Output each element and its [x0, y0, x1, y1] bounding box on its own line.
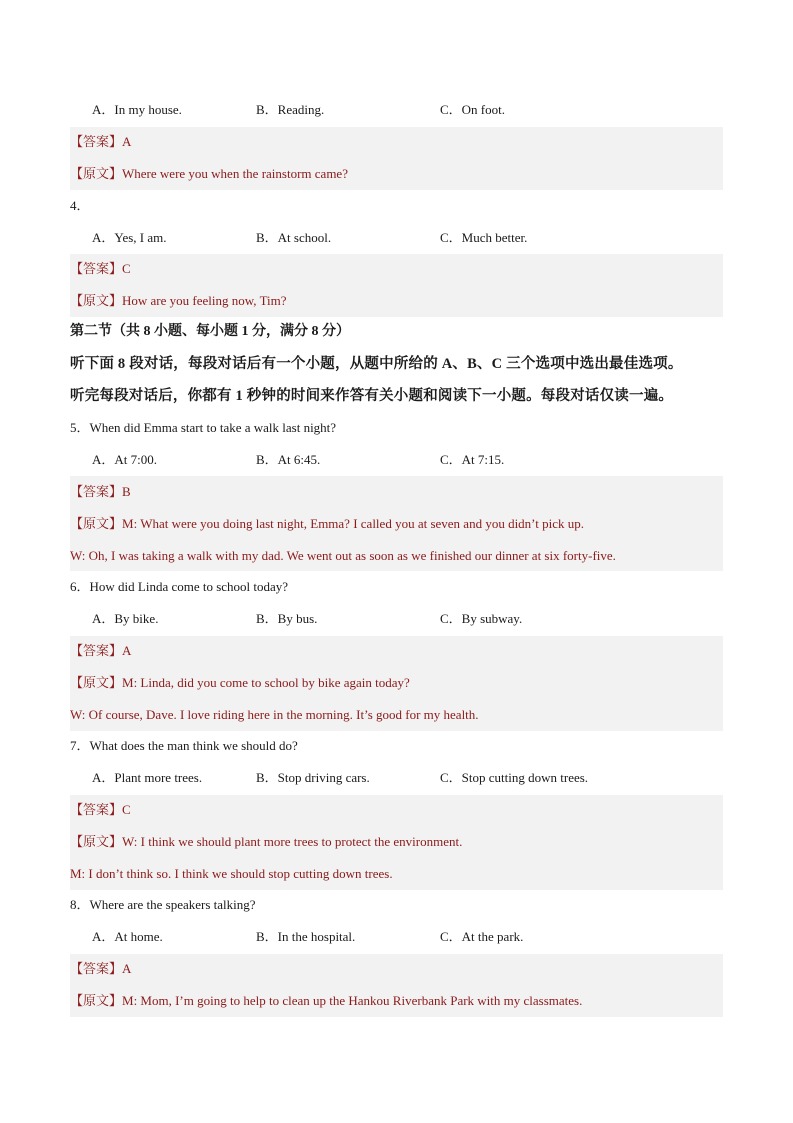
q6-script-line-2: W: Of course, Dave. I love riding here in the morning. It’s good for my health. — [70, 707, 479, 722]
answer-value: A — [122, 961, 132, 976]
q5-script-line-2: W: Oh, I was taking a walk with my dad. We went out as soon as we finished our dinner at six forty-five. — [70, 548, 616, 563]
answer-tag: 【答案】 — [70, 484, 123, 499]
answer-tag: 【答案】 — [70, 134, 123, 149]
script-text: M: What were you doing last night, Emma? I called you at seven and you didn’t pick up. — [122, 516, 585, 531]
answer-tag: 【答案】 — [70, 802, 123, 817]
q7-answer — [70, 800, 723, 820]
q3-option-a: A．In my house. — [92, 102, 182, 117]
script-tag: 【原文】 — [70, 993, 123, 1008]
script-text: How are you feeling now, Tim? — [122, 293, 287, 308]
q3-option-b: B．Reading. — [256, 102, 325, 117]
answer-tag: 【答案】 — [70, 643, 123, 658]
q8-script — [70, 991, 723, 1011]
script-tag: 【原文】 — [70, 675, 123, 690]
answer-value: C — [122, 802, 131, 817]
script-tag: 【原文】 — [70, 166, 123, 181]
q4-script — [70, 291, 723, 311]
q7-option-c: C．Stop cutting down trees. — [440, 770, 589, 785]
q5-script — [70, 514, 723, 534]
answer-tag: 【答案】 — [70, 261, 123, 276]
script-tag: 【原文】 — [70, 516, 123, 531]
script-text: W: I think we should plant more trees to protect the environment. — [122, 834, 463, 849]
q5-option-a: A．At 7:00. — [92, 452, 158, 467]
q4-option-b: B．At school. — [256, 230, 332, 245]
q5-option-c: C．At 7:15. — [440, 452, 505, 467]
q4-number: 4． — [70, 198, 90, 213]
q5-question: 5．When did Emma start to take a walk last night? — [70, 420, 337, 435]
section2-heading: 第二节（共 8 小题、每小题 1 分，满分 8 分） — [70, 324, 350, 339]
section2-instruction-1: 听下面 8 段对话，每段对话后有一个小题，从题中所给的 A、B、C 三个选项中选出最佳选项。 — [70, 356, 683, 372]
q6-script — [70, 673, 723, 693]
q5-answer — [70, 482, 723, 502]
script-text: Where were you when the rainstorm came? — [122, 166, 348, 181]
q4-option-a: A．Yes, I am. — [92, 230, 167, 245]
q6-option-c: C．By subway. — [440, 611, 523, 626]
section2-instruction-2: 听完每段对话后，你都有 1 秒钟的时间来作答有关小题和阅读下一小题。每段对话仅读一遍。 — [70, 388, 674, 404]
q3-option-c: C．On foot. — [440, 102, 506, 117]
answer-tag: 【答案】 — [70, 961, 123, 976]
q6-question: 6．How did Linda come to school today? — [70, 579, 289, 594]
q8-option-b: B．In the hospital. — [256, 929, 356, 944]
script-tag: 【原文】 — [70, 834, 123, 849]
q3-script — [70, 164, 723, 184]
q4-answer — [70, 259, 723, 279]
script-tag: 【原文】 — [70, 293, 123, 308]
q7-option-b: B．Stop driving cars. — [256, 770, 370, 785]
q7-script-line-2: M: I don’t think so. I think we should stop cutting down trees. — [70, 866, 393, 881]
q8-option-a: A．At home. — [92, 929, 163, 944]
q3-answer — [70, 132, 723, 152]
answer-value: A — [122, 134, 132, 149]
answer-value: A — [122, 643, 132, 658]
q6-answer — [70, 641, 723, 661]
q8-answer — [70, 959, 723, 979]
q7-question: 7．What does the man think we should do? — [70, 738, 298, 753]
q4-option-c: C．Much better. — [440, 230, 528, 245]
script-text: M: Mom, I’m going to help to clean up the Hankou Riverbank Park with my classmates. — [122, 993, 583, 1008]
q6-option-a: A．By bike. — [92, 611, 159, 626]
q6-option-b: B．By bus. — [256, 611, 318, 626]
q7-option-a: A．Plant more trees. — [92, 770, 203, 785]
q8-option-c: C．At the park. — [440, 929, 524, 944]
script-text: M: Linda, did you come to school by bike again today? — [122, 675, 410, 690]
answer-value: B — [122, 484, 131, 499]
q7-script — [70, 832, 723, 852]
q5-option-b: B．At 6:45. — [256, 452, 321, 467]
answer-value: C — [122, 261, 131, 276]
q8-question: 8．Where are the speakers talking? — [70, 897, 256, 912]
